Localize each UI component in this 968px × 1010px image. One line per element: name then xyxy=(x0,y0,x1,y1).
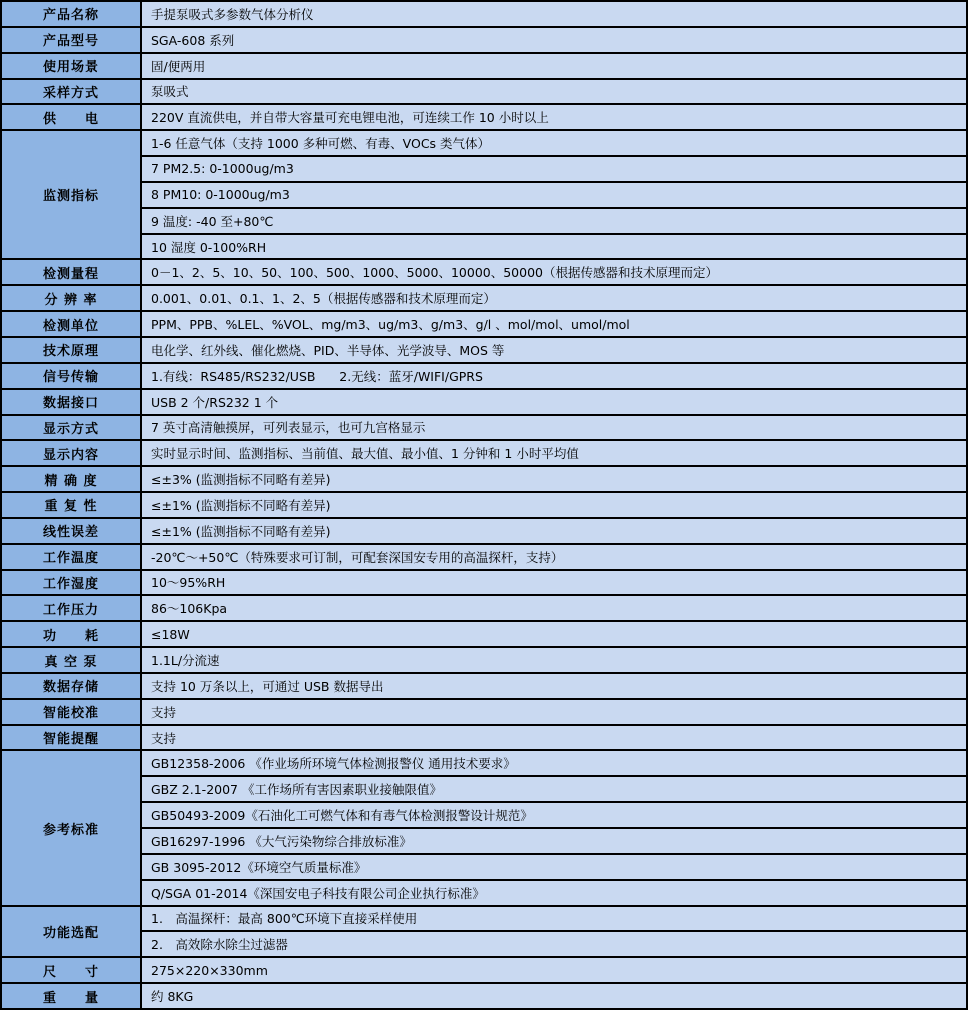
spec-label: 参考标准 xyxy=(1,750,141,905)
table-row xyxy=(1,544,967,570)
spec-value: 1.有线：RS485/RS232/USB 2.无线：蓝牙/WIFI/GPRS xyxy=(141,363,967,389)
spec-label: 检测量程 xyxy=(1,259,141,285)
spec-value: 0.001、0.01、0.1、1、2、5（根据传感器和技术原理而定） xyxy=(141,285,967,311)
table-row xyxy=(1,931,967,957)
spec-label: 智能提醒 xyxy=(1,725,141,751)
spec-value: GB16297-1996 《大气污染物综合排放标准》 xyxy=(141,828,967,854)
spec-value: 275×220×330mm xyxy=(141,957,967,983)
spec-value: 10 湿度 0-100%RH xyxy=(141,234,967,260)
table-row xyxy=(1,27,967,53)
spec-label: 使用场景 xyxy=(1,53,141,79)
spec-value: GB12358-2006 《作业场所环境气体检测报警仪 通用技术要求》 xyxy=(141,750,967,776)
spec-value: 1. 高温探杆：最高 800℃环境下直接采样使用 xyxy=(141,906,967,932)
spec-value: 86～106Kpa xyxy=(141,595,967,621)
spec-label: 尺 寸 xyxy=(1,957,141,983)
spec-value: PPM、PPB、%LEL、%VOL、mg/m3、ug/m3、g/m3、g/l 、mol/mol、umol/mol xyxy=(141,311,967,337)
spec-label: 工作压力 xyxy=(1,595,141,621)
table-row xyxy=(1,621,967,647)
spec-value: 泵吸式 xyxy=(141,79,967,105)
table-row xyxy=(1,725,967,751)
spec-label: 显示方式 xyxy=(1,415,141,441)
spec-label: 功能选配 xyxy=(1,906,141,958)
table-row xyxy=(1,750,967,776)
table-row xyxy=(1,673,967,699)
spec-value: 实时显示时间、监测指标、当前值、最大值、最小值、1 分钟和 1 小时平均值 xyxy=(141,440,967,466)
spec-value: 1-6 任意气体（支持 1000 多种可燃、有毒、VOCs 类气体） xyxy=(141,130,967,156)
spec-label: 分 辨 率 xyxy=(1,285,141,311)
spec-label: 信号传输 xyxy=(1,363,141,389)
spec-label: 重 复 性 xyxy=(1,492,141,518)
table-row xyxy=(1,880,967,906)
table-row xyxy=(1,647,967,673)
spec-value: GB 3095-2012《环境空气质量标准》 xyxy=(141,854,967,880)
spec-label: 功 耗 xyxy=(1,621,141,647)
spec-value: GBZ 2.1-2007 《工作场所有害因素职业接触限值》 xyxy=(141,776,967,802)
spec-label: 监测指标 xyxy=(1,130,141,259)
spec-value: GB50493-2009《石油化工可燃气体和有毒气体检测报警设计规范》 xyxy=(141,802,967,828)
spec-label: 产品型号 xyxy=(1,27,141,53)
table-row xyxy=(1,570,967,596)
spec-label: 供 电 xyxy=(1,104,141,130)
table-row xyxy=(1,234,967,260)
table-row xyxy=(1,363,967,389)
table-row xyxy=(1,518,967,544)
spec-label: 重 量 xyxy=(1,983,141,1009)
spec-value: 1.1L/分流速 xyxy=(141,647,967,673)
spec-label: 线性误差 xyxy=(1,518,141,544)
table-row xyxy=(1,699,967,725)
spec-label: 工作湿度 xyxy=(1,570,141,596)
spec-value: 7 英寸高清触摸屏，可列表显示，也可九宫格显示 xyxy=(141,415,967,441)
spec-value: 支持 xyxy=(141,725,967,751)
table-row xyxy=(1,104,967,130)
spec-value: 固/便两用 xyxy=(141,53,967,79)
spec-label: 数据接口 xyxy=(1,389,141,415)
spec-value: USB 2 个/RS232 1 个 xyxy=(141,389,967,415)
spec-label: 真 空 泵 xyxy=(1,647,141,673)
spec-value: 2. 高效除水除尘过滤器 xyxy=(141,931,967,957)
spec-value: ≤±1% (监测指标不同略有差异) xyxy=(141,492,967,518)
table-row xyxy=(1,828,967,854)
spec-label: 智能校准 xyxy=(1,699,141,725)
table-row xyxy=(1,53,967,79)
table-row xyxy=(1,466,967,492)
table-row xyxy=(1,854,967,880)
table-row xyxy=(1,906,967,932)
spec-label: 精 确 度 xyxy=(1,466,141,492)
spec-label: 工作温度 xyxy=(1,544,141,570)
spec-label: 数据存储 xyxy=(1,673,141,699)
spec-value: ≤±3% (监测指标不同略有差异) xyxy=(141,466,967,492)
table-row xyxy=(1,492,967,518)
table-row xyxy=(1,79,967,105)
spec-value: 电化学、红外线、催化燃烧、PID、半导体、光学波导、MOS 等 xyxy=(141,337,967,363)
spec-value: 9 温度: -40 至+80℃ xyxy=(141,208,967,234)
table-row xyxy=(1,415,967,441)
table-row xyxy=(1,983,967,1009)
table-row xyxy=(1,337,967,363)
table-row xyxy=(1,1,967,27)
spec-value: 8 PM10: 0-1000ug/m3 xyxy=(141,182,967,208)
spec-value: -20℃～+50℃（特殊要求可订制，可配套深国安专用的高温探杆，支持） xyxy=(141,544,967,570)
table-row xyxy=(1,156,967,182)
spec-value: SGA-608 系列 xyxy=(141,27,967,53)
spec-value: 手提泵吸式多参数气体分析仪 xyxy=(141,1,967,27)
table-row xyxy=(1,311,967,337)
spec-value: Q/SGA 01-2014《深国安电子科技有限公司企业执行标准》 xyxy=(141,880,967,906)
spec-value: 10～95%RH xyxy=(141,570,967,596)
table-row xyxy=(1,389,967,415)
table-row xyxy=(1,259,967,285)
table-row xyxy=(1,595,967,621)
spec-value: 约 8KG xyxy=(141,983,967,1009)
spec-label: 产品名称 xyxy=(1,1,141,27)
spec-value: 7 PM2.5: 0-1000ug/m3 xyxy=(141,156,967,182)
spec-value: 0－1、2、5、10、50、100、500、1000、5000、10000、50000（根据传感器和技术原理而定） xyxy=(141,259,967,285)
table-row xyxy=(1,957,967,983)
spec-label: 技术原理 xyxy=(1,337,141,363)
table-row xyxy=(1,182,967,208)
table-row xyxy=(1,776,967,802)
spec-value: ≤18W xyxy=(141,621,967,647)
spec-label: 显示内容 xyxy=(1,440,141,466)
table-row xyxy=(1,285,967,311)
table-row xyxy=(1,802,967,828)
spec-value: ≤±1% (监测指标不同略有差异) xyxy=(141,518,967,544)
spec-value: 支持 10 万条以上，可通过 USB 数据导出 xyxy=(141,673,967,699)
spec-value: 220V 直流供电，并自带大容量可充电锂电池，可连续工作 10 小时以上 xyxy=(141,104,967,130)
spec-label: 检测单位 xyxy=(1,311,141,337)
table-row xyxy=(1,440,967,466)
table-row xyxy=(1,208,967,234)
table-row xyxy=(1,130,967,156)
spec-label: 采样方式 xyxy=(1,79,141,105)
spec-value: 支持 xyxy=(141,699,967,725)
